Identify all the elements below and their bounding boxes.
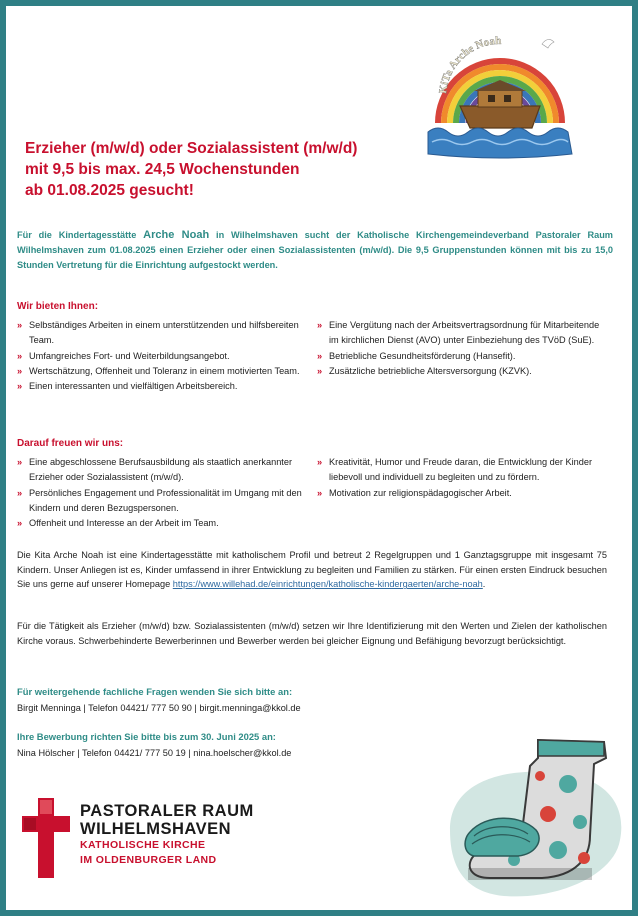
bullet-icon: » [317,487,323,498]
bullet-icon: » [17,320,23,330]
job-title-line-1: Erzieher (m/w/d) oder Sozialassistent (m/w/d) [25,140,358,157]
bullet-icon: » [17,365,23,376]
bullet-icon: » [17,518,23,529]
org-name-line-2: WILHELMSHAVEN [80,820,232,838]
bullet-icon: » [317,457,323,467]
about-text: Die Kita Arche Noah ist eine Kindertagesstätte mit katholischem Profil und betreut 2 Regelgruppen und 1 Ganztagsgruppe mit insgesamt 75 Kindern. Unser Anliegen ist es, Kinder umfassend in ihrer Entwicklung zu begleiten und Familien zu stärken. Für einen ersten Eindruck besuchen Sie uns gerne auf unserer Homepage [17,550,607,590]
list-item-text: Einen interessanten und vielfältigen Arbeitsbereich. [29,381,238,392]
expect-list-left [17,455,307,531]
list-item-text: Zusätzliche betriebliche Altersversorgung (KZVK). [329,365,532,376]
list-item-text: Persönliches Engagement und Professionalität im Umgang mit den Kindern und deren Bezugspersonen. [29,487,302,513]
job-posting-page [6,6,632,910]
list-item [317,364,607,379]
list-item-text: Umfangreiches Fort- und Weiterbildungsangebot. [29,350,230,361]
list-item [17,379,307,394]
arche-noah-logo-image [424,28,576,160]
application-heading: Ihre Bewerbung richten Sie bitte bis zum 30. Juni 2025 an: [17,731,276,742]
bullet-icon: » [17,457,23,467]
list-item [17,516,307,531]
list-item [17,455,307,486]
contact-line: Birgit Menninga | Telefon 04421/ 777 50 90 | birgit.menninga@kkol.de [17,703,301,713]
list-item [317,318,607,349]
offer-list-right [317,318,607,379]
rain-boot-illustration [444,718,628,906]
bullet-icon: » [17,350,23,361]
bullet-icon: » [17,381,23,392]
bullet-icon: » [317,320,323,330]
org-subtitle [80,838,217,868]
about-paragraph [17,548,607,592]
arche-noah-logo-text: KiTa Arche Noah [437,34,502,95]
list-item-text: Selbständiges Arbeiten in einem unterstützenden und hilfsbereiten Team. [29,320,299,346]
offer-heading: Wir bieten Ihnen: [17,301,99,312]
requirement-paragraph: Für die Tätigkeit als Erzieher (m/w/d) bzw. Sozialassistenten (m/w/d) setzen wir Ihre Identifizierung mit den Werten und Zielen der katholischen Kirche voraus. Schwerbehinderte Bewerberinnen und Bewerber werden bei gleicher Eignung und Befähigung bevorzugt berücksichtigt. [17,621,607,646]
list-item-text: Betriebliche Gesundheitsförderung (Hansefit). [329,350,516,361]
list-item [17,349,307,364]
org-subtitle-line-2: IM OLDENBURGER LAND [80,854,217,866]
intro-paragraph [17,228,613,273]
list-item-text: Eine abgeschlossene Berufsausbildung als staatlich anerkannter Erzieher oder Sozialassistent (m/w/d). [29,457,293,483]
intro-part-1: Für die Kindertagesstätte [17,230,144,240]
list-item-text: Offenheit und Interesse an der Arbeit im Team. [29,518,219,529]
list-item [17,364,307,379]
list-item [317,455,607,486]
bullet-icon: » [317,350,323,361]
job-title-line-2: mit 9,5 bis max. 24,5 Wochenstunden [25,161,300,178]
cross-logo-icon [22,798,70,878]
contact-heading: Für weitergehende fachliche Fragen wenden Sie sich bitte an: [17,686,293,697]
job-title-line-3: ab 01.08.2025 gesucht! [25,182,194,199]
pastoraler-raum-logo [22,792,272,888]
list-item-text: Wertschätzung, Offenheit und Toleranz in einem motivierten Team. [29,365,300,376]
about-end: . [482,579,486,590]
offer-list-left [17,318,307,394]
expect-heading: Darauf freuen wir uns: [17,438,124,449]
list-item-text: Motivation zur religionspädagogischer Arbeit. [329,487,512,498]
intro-part-2: in Wilhelmshaven sucht der Katholische Kirchengemeindeverband Pastoraler Raum Wilhelmshaven zum 01.08.2025 einen Erzieher oder einen Sozialassistenten (m/w/d). Die 9,5 Gruppenstunden können mit bis zu 15,0 Stunden Vertretung für die Einrichtung aufgestockt werden. [17,230,613,270]
expect-list-right [317,455,607,501]
bullet-icon: » [17,487,23,498]
bullet-icon: » [317,365,323,376]
list-item [317,349,607,364]
org-name-line-1: PASTORALER RAUM [80,802,254,820]
intro-arche-noah: Arche Noah [143,229,210,241]
org-subtitle-line-1: KATHOLISCHE KIRCHE [80,839,206,851]
list-item-text: Eine Vergütung nach der Arbeitsvertragsordnung für Mitarbeitende im kirchlichen Dienst (AVO) unter Einbeziehung des TVöD (SuE). [329,320,600,346]
org-name [80,802,254,838]
homepage-link[interactable]: https://www.willehad.de/einrichtungen/katholische-kindergaerten/arche-noah [172,579,483,590]
list-item [317,486,607,501]
list-item-text: Kreativität, Humor und Freude daran, die Entwicklung der Kinder liebevoll und individuell zu begleiten und zu fördern. [329,457,593,483]
list-item [17,318,307,349]
application-line: Nina Hölscher | Telefon 04421/ 777 50 19 | nina.hoelscher@kkol.de [17,748,292,758]
job-title [25,138,405,201]
list-item [17,486,307,517]
